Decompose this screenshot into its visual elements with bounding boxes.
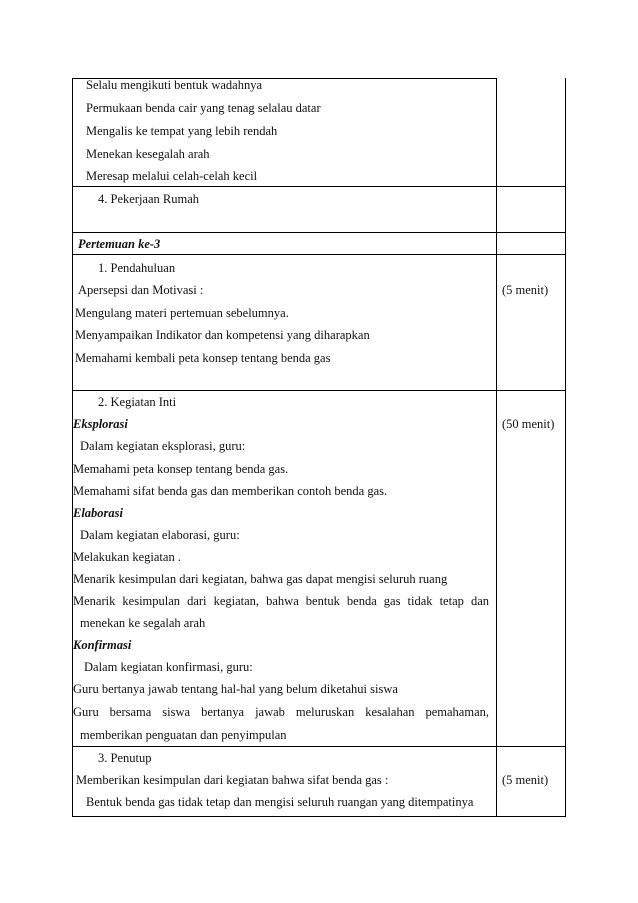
apersepsi-label: Apersepsi dan Motivasi : (78, 283, 204, 297)
meeting-title: Pertemuan ke-3 (78, 237, 161, 251)
row-divider (72, 746, 566, 747)
list-item: Menarik kesimpulan dari kegiatan, bahwa gas dapat mengisi seluruh ruang (73, 572, 448, 586)
eksplorasi-intro: Dalam kegiatan eksplorasi, guru: (80, 439, 246, 453)
list-item: Menyampaikan Indikator dan kompetensi yang diharapkan (75, 328, 370, 342)
closing-heading: 3. Penutup (98, 751, 152, 765)
list-item: Memahami sifat benda gas dan memberikan contoh benda gas. (73, 484, 388, 498)
list-item: Menekan kesegalah arah (86, 147, 210, 161)
table-border-right (565, 78, 566, 817)
row-divider (72, 232, 566, 233)
elaborasi-label: Elaborasi (73, 506, 124, 520)
list-item: Meresap melalui celah-celah kecil (86, 169, 258, 183)
list-item-continuation: memberikan penguatan dan penyimpulan (80, 728, 287, 742)
table-border-bottom (72, 816, 566, 817)
list-item: Bentuk benda gas tidak tetap dan mengisi seluruh ruangan yang ditempatinya (86, 795, 474, 809)
list-item: Mengalis ke tempat yang lebih rendah (86, 124, 278, 138)
elaborasi-intro: Dalam kegiatan elaborasi, guru: (80, 528, 240, 542)
row-divider (72, 186, 566, 187)
list-item: Melakukan kegiatan . (73, 550, 181, 564)
core-heading: 2. Kegiatan Inti (98, 395, 177, 409)
eksplorasi-label: Eksplorasi (73, 417, 128, 431)
list-item: Memahami kembali peta konsep tentang benda gas (75, 351, 331, 365)
list-item: Guru bersama siswa bertanya jawab meluruskan kesalahan pemahaman, (73, 705, 489, 719)
intro-heading: 1. Pendahuluan (98, 261, 176, 275)
list-item: Mengulang materi pertemuan sebelumnya. (75, 306, 289, 320)
row-divider (72, 254, 566, 255)
list-item: Guru bertanya jawab tentang hal-hal yang belum diketahui siswa (73, 682, 398, 696)
list-item: Memberikan kesimpulan dari kegiatan bahwa sifat benda gas : (76, 773, 389, 787)
list-item: Memahami peta konsep tentang benda gas. (73, 462, 289, 476)
list-item: Menarik kesimpulan dari kegiatan, bahwa bentuk benda gas tidak tetap dan (73, 594, 489, 608)
list-item: Selalu mengikuti bentuk wadahnya (86, 78, 263, 92)
homework-heading: 4. Pekerjaan Rumah (98, 192, 200, 206)
time-allocation: (50 menit) (502, 417, 555, 431)
row-divider (72, 390, 566, 391)
time-allocation: (5 menit) (502, 283, 549, 297)
list-item: Permukaan benda cair yang tenag selalau datar (86, 101, 321, 115)
list-item-continuation: menekan ke segalah arah (80, 616, 206, 630)
time-allocation: (5 menit) (502, 773, 549, 787)
konfirmasi-intro: Dalam kegiatan konfirmasi, guru: (84, 660, 253, 674)
column-divider (496, 78, 497, 817)
konfirmasi-label: Konfirmasi (73, 638, 132, 652)
